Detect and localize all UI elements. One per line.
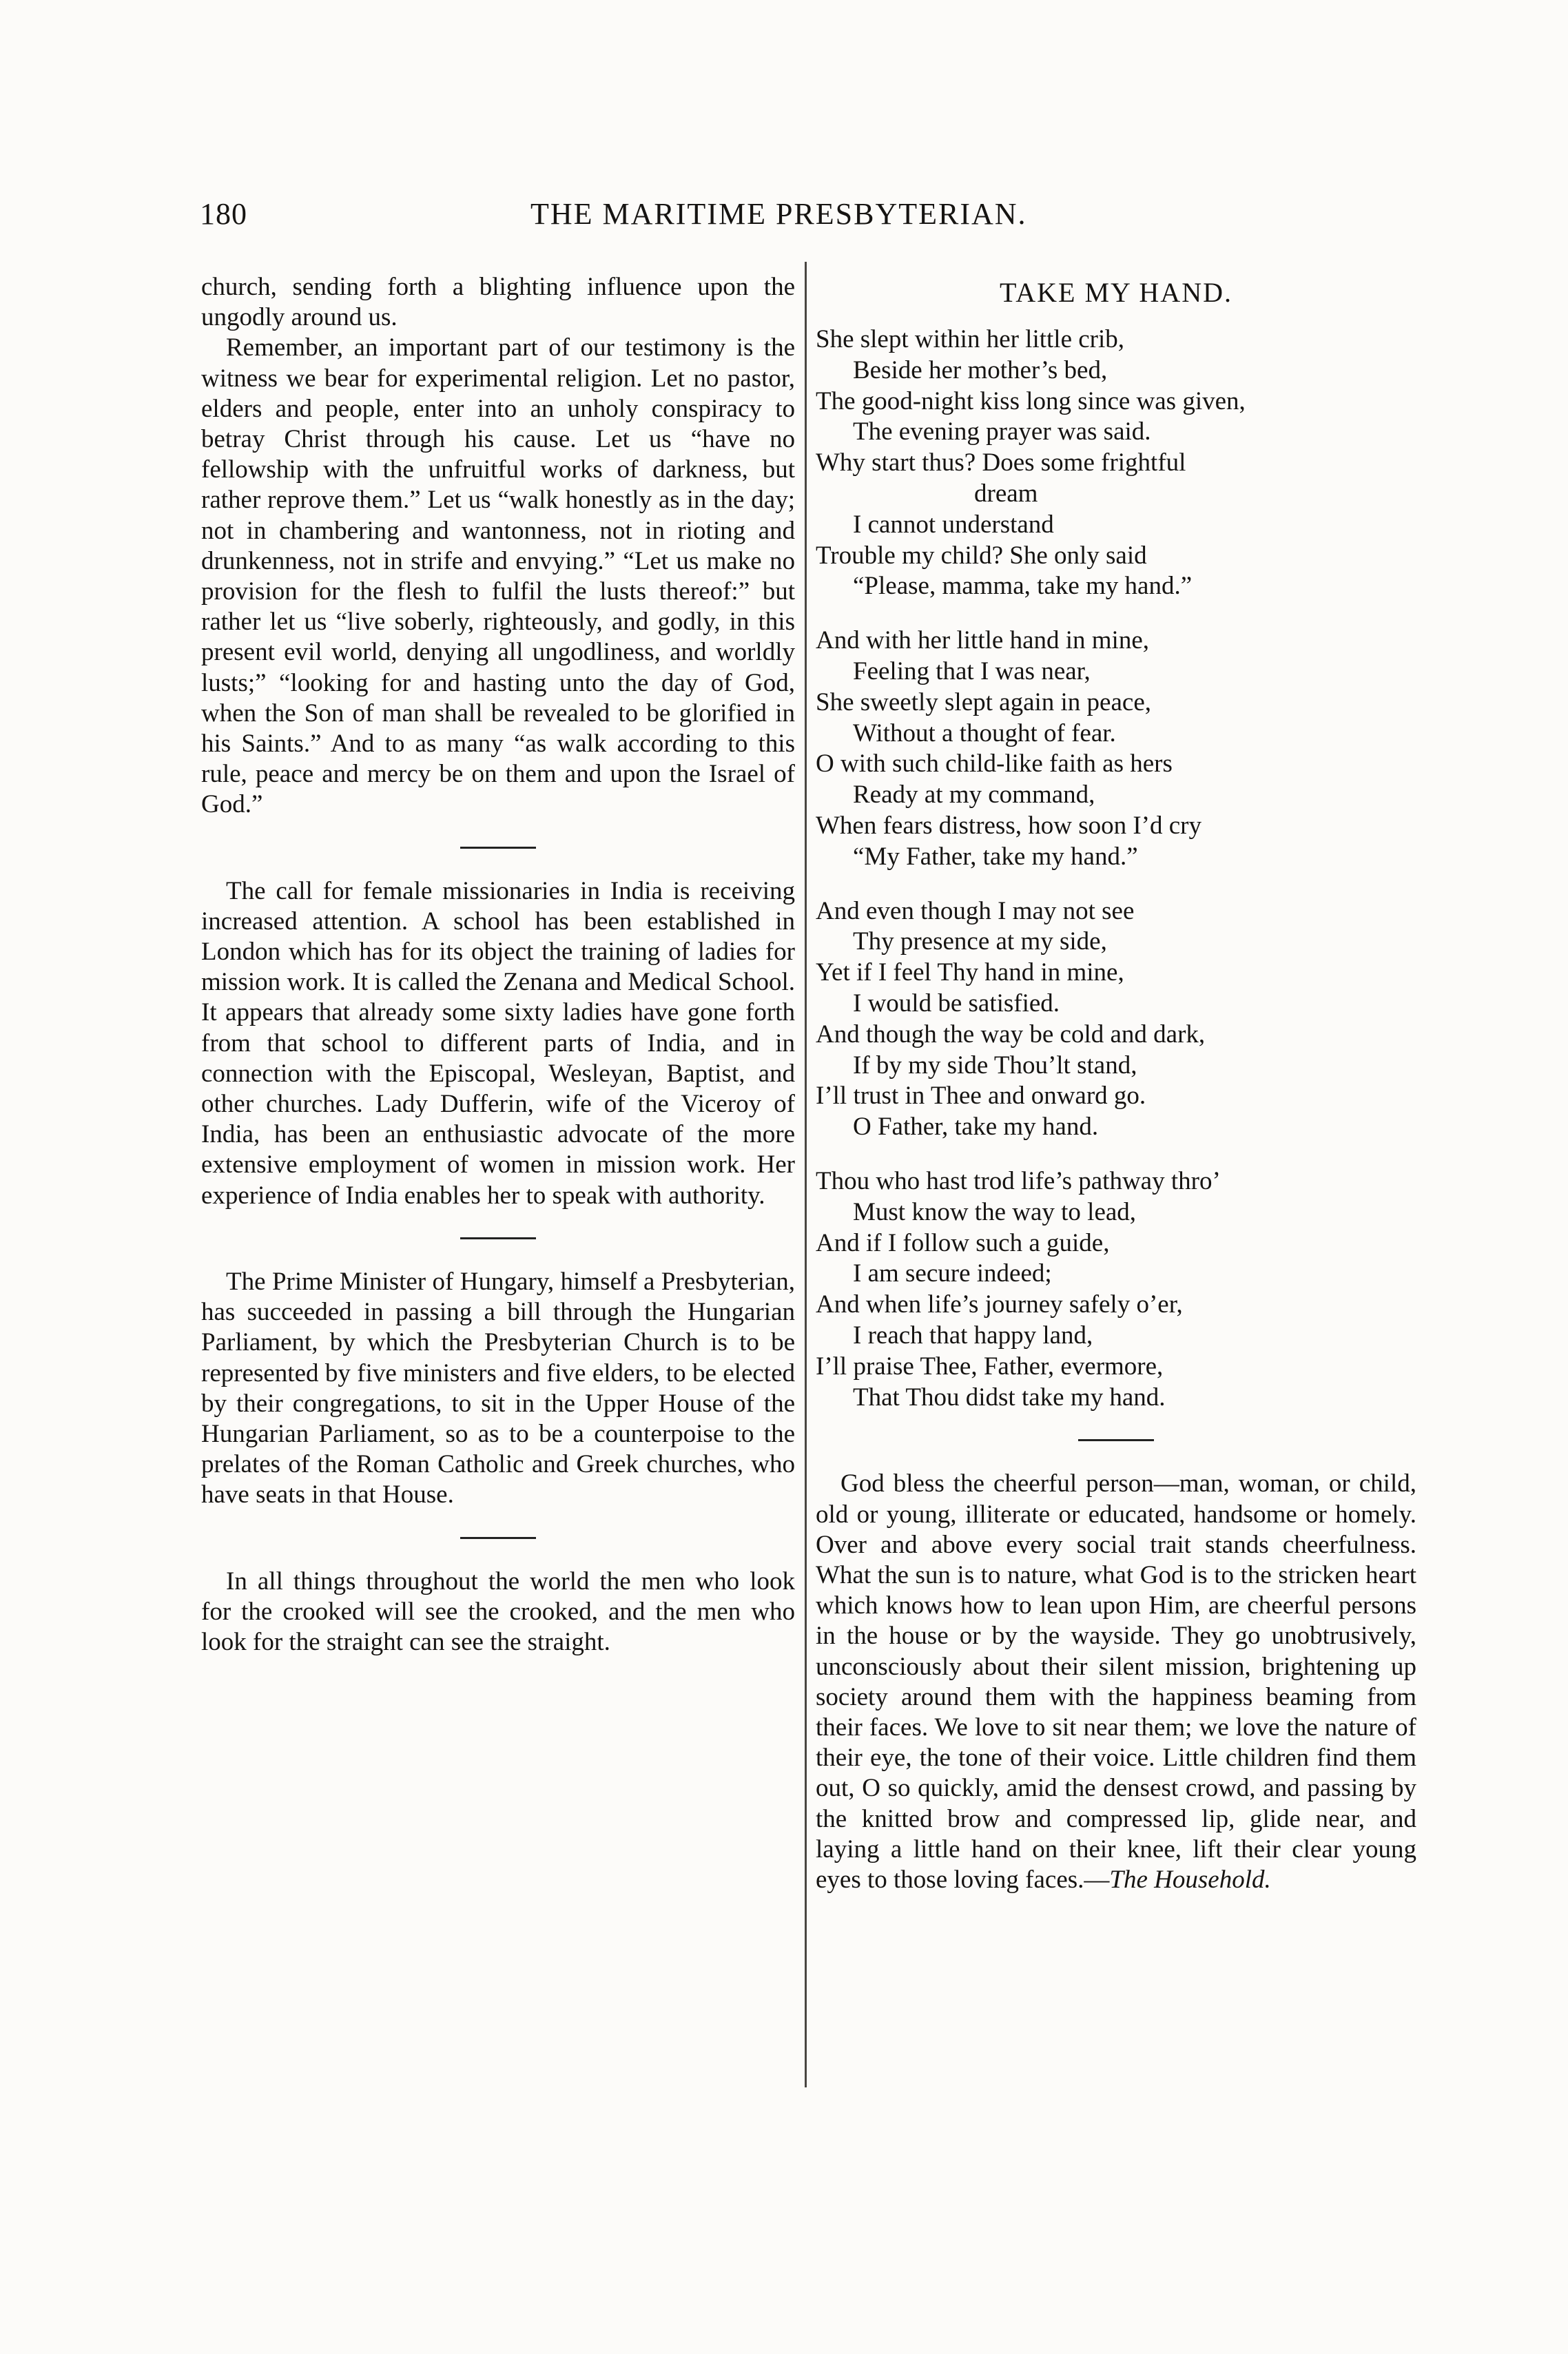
poem-line: dream	[974, 479, 1038, 508]
poem-line: I’ll trust in Thee and onward go.	[816, 1082, 1146, 1111]
poem-line: I reach that happy land,	[853, 1321, 1093, 1350]
poem-line: And if I follow such a guide,	[816, 1228, 1110, 1257]
poem-line: O with such child-like faith as hers	[816, 750, 1173, 778]
poem-line: Trouble my child? She only said	[816, 541, 1147, 570]
poem-line: When fears distress, how soon I’d cry	[816, 811, 1201, 840]
poem-line: “My Father, take my hand.”	[853, 842, 1138, 871]
section-divider	[1078, 1439, 1154, 1441]
poem-stanza-4	[816, 1166, 1416, 1413]
poem-stanza-1	[816, 324, 1416, 602]
poem-line: O Father, take my hand.	[853, 1113, 1099, 1142]
poem-line: The evening prayer was said.	[853, 417, 1151, 446]
poem-line: “Please, mamma, take my hand.”	[853, 572, 1193, 601]
poem-line: And when life’s journey safely o’er,	[816, 1290, 1183, 1319]
section-divider	[460, 1537, 536, 1539]
female-missionaries-article: The call for female missionaries in India is receiving increased attention. A school has been established in London which has for its object the training of ladies for mission work. It is called the Zenana and Medical School. It appears that already some sixty ladies have gone forth from that school to different parts of India, and in connection with the Episcopal, Wesleyan, Baptist, and other churches. Lady Dufferin, wife of the Viceroy of India, has been an enthusiastic advocate of the more extensive employment of women in mission work. Her experience of India enables her to speak with authority.	[201, 876, 795, 1210]
hungary-article: The Prime Minister of Hungary, himself a Presbyterian, has succeeded in passing a bill through the Hungarian Parliament, by which the Presbyterian Church is to be represented by five ministers and five elders, to be elected by their congregations, to sit in the Upper House of the Hungarian Parliament, so as to be a counterpoise to the prelates of the Roman Catholic and Greek churches, who have seats in that House.	[201, 1267, 795, 1509]
poem-line: I cannot understand	[853, 510, 1054, 539]
continuation-paragraph: church, sending forth a blighting influence upon the ungodly around us.	[201, 273, 795, 332]
poem-line: And even though I may not see	[816, 896, 1135, 925]
right-column	[816, 272, 1416, 1895]
poem-line: And with her little hand in mine,	[816, 626, 1149, 655]
section-divider	[460, 1237, 536, 1239]
page-header	[200, 196, 1123, 245]
poem-line: She slept within her little crib,	[816, 325, 1125, 353]
testimony-paragraph: Remember, an important part of our testimony is the witness we bear for experimental religion. Let no pastor, elders and people, enter into an unholy conspiracy to betray Christ through his cause. Let us “have no fellowship with the unfruitful works of darkness, but rather reprove them.” Let us “walk honestly as in the day; not in chambering and wantonness, not in rioting and drunkenness, not in strife and envying.” “Let us make no provision for the flesh to fulfil the lusts thereof:” but rather let us “live soberly, righteously, and godly, in this present evil world, denying all ungodliness, and worldly lusts;” “looking for and hasting unto the day of God, when the Son of man shall be revealed to be glorified in his Saints.” And to as many “as walk according to this rule, peace and mercy be on them and upon the Israel of God.”	[201, 333, 795, 819]
poem-line: I’ll praise Thee, Father, evermore,	[816, 1352, 1164, 1381]
source-attribution: The Household.	[1109, 1865, 1271, 1894]
cheerful-person-article	[816, 1469, 1416, 1895]
poem-line: Thou who hast trod life’s pathway thro’	[816, 1166, 1221, 1195]
poem-line: She sweetly slept again in peace,	[816, 688, 1151, 716]
straight-crooked-article: In all things throughout the world the men who look for the crooked will see the crooked, and the men who look for the straight can see the straight.	[201, 1567, 795, 1656]
poem-title: TAKE MY HAND.	[1000, 277, 1232, 308]
poem-line: And though the way be cold and dark,	[816, 1020, 1206, 1049]
poem-line: If by my side Thou’lt stand,	[853, 1051, 1137, 1080]
page-number: 180	[200, 197, 247, 231]
poem-line: Ready at my command,	[853, 781, 1095, 809]
cheerful-text: God bless the cheerful person—man, woman, or child, old or young, illiterate or educated, handsome or homely. Over and above every social trait stands cheerfulness. What the sun is to nature, what God is to the stricken heart which knows how to lean upon Him, are cheerful persons in the house or by the wayside. They go unobtrusively, unconsciously about their silent mission, brightening up society around them with the happiness beaming from their faces. We love to sit near them; we love the nature of their eye, the tone of their voice. Little children find them out, O so quickly, amid the densest crowd, and passing by the knitted brow and compressed lip, glide near, and laying a little hand on their knee, lift their clear young eyes to those loving faces.—	[816, 1469, 1416, 1894]
column-divider	[805, 262, 807, 2087]
poem-stanza-3	[816, 896, 1416, 1143]
poem-line: Without a thought of fear.	[853, 719, 1116, 747]
poem-stanza-2	[816, 626, 1416, 872]
left-column	[201, 272, 795, 1658]
poem-line: Feeling that I was near,	[853, 657, 1091, 685]
poem-line: Thy presence at my side,	[853, 927, 1107, 956]
poem-line: I am secure indeed;	[853, 1259, 1052, 1288]
section-divider	[460, 847, 536, 849]
poem-line: Yet if I feel Thy hand in mine,	[816, 958, 1124, 987]
poem-line: I would be satisfied.	[853, 989, 1060, 1018]
poem-line: The good-night kiss long since was given,	[816, 386, 1246, 415]
poem-line: Beside her mother’s bed,	[853, 355, 1108, 384]
poem-line: Why start thus? Does some frightful	[816, 448, 1186, 477]
poem-line: That Thou didst take my hand.	[853, 1383, 1166, 1412]
publication-title: THE MARITIME PRESBYTERIAN.	[530, 197, 1027, 231]
poem-line: Must know the way to lead,	[853, 1197, 1137, 1226]
